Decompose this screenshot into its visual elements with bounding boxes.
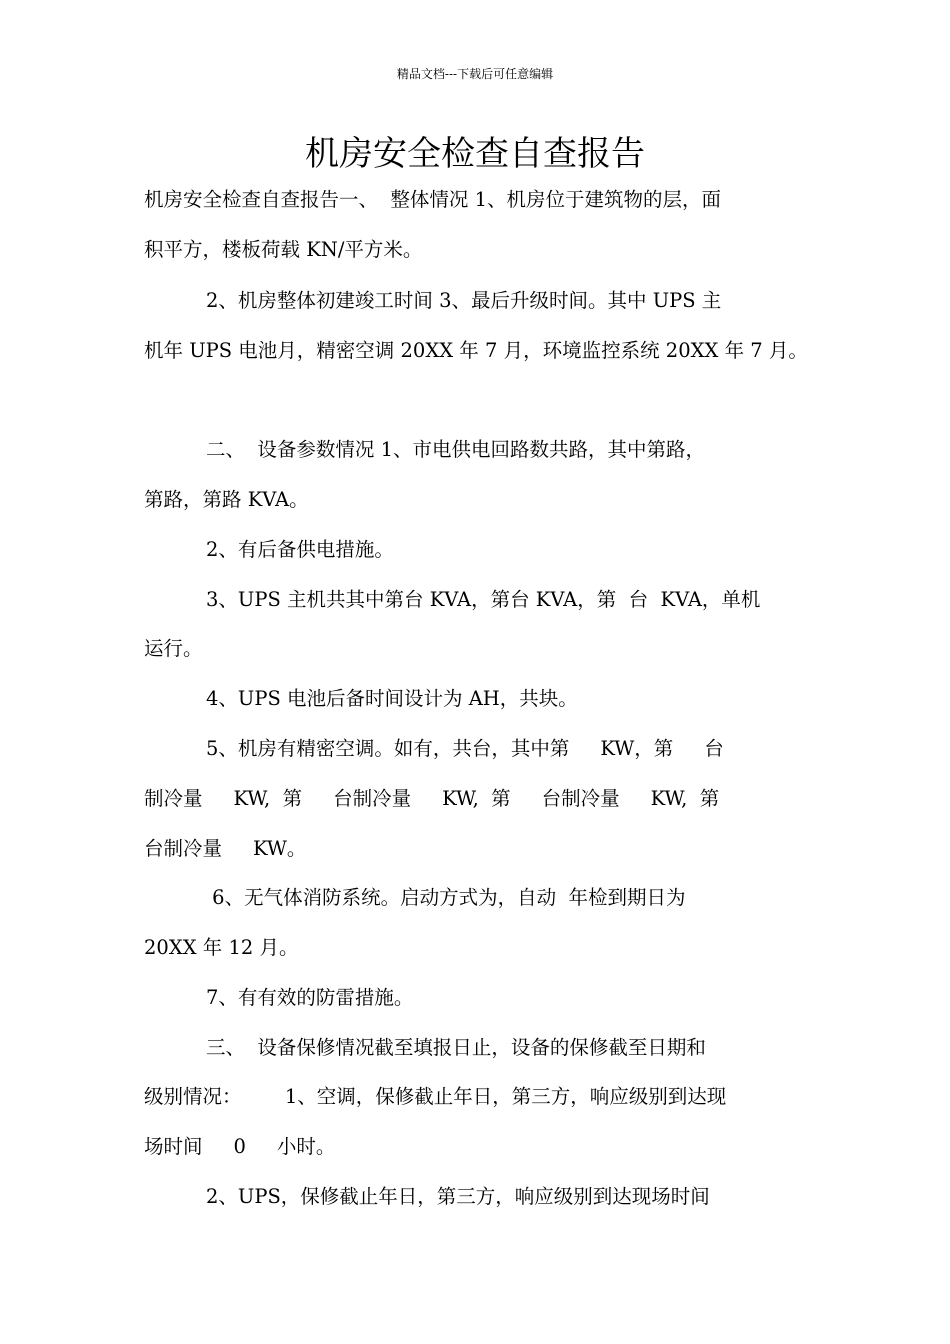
body-line: 制冷量 KW, 第 台制冷量 KW, 第 台制冷量 KW, 第 [144, 787, 720, 810]
body-line: 场时间 0 小时。 [144, 1135, 336, 1158]
body-line: 6、无气体消防系统。启动方式为，自动 年检到期日为 [144, 886, 686, 909]
body-line: 机房安全检查自查报告一、 整体情况 1、机房位于建筑物的层，面 [144, 188, 722, 211]
body-line: 级别情况： 1、空调，保修截止年日，第三方，响应级别到达现 [144, 1085, 727, 1108]
body-line: 2、UPS，保修截止年日，第三方，响应级别到达现场时间 [144, 1185, 710, 1208]
body-line: 20XX 年 12 月。 [144, 936, 299, 959]
body-line: 7、有有效的防雷措施。 [144, 986, 414, 1009]
body-line: 二、 设备参数情况 1、市电供电回路数共路，其中第路， [144, 438, 705, 461]
document-title: 机房安全检查自查报告 [305, 134, 645, 174]
body-line: 2、有后备供电措施。 [144, 538, 394, 561]
body-line: 台制冷量 KW。 [144, 837, 307, 860]
body-line: 运行。 [144, 637, 203, 660]
body-line: 第路，第路 KVA。 [144, 488, 309, 511]
body-line: 3、UPS 主机共其中第台 KVA，第台 KVA，第 台 KVA，单机 [144, 588, 761, 611]
body-line: 2、机房整体初建竣工时间 3、最后升级时间。其中 UPS 主 [144, 289, 722, 312]
body-line: 4、UPS 电池后备时间设计为 AH，共块。 [144, 687, 578, 710]
body-line: 三、 设备保修情况截至填报日止，设备的保修截至日期和 [144, 1036, 706, 1059]
body-line: 机年 UPS 电池月，精密空调 20XX 年 7 月，环境监控系统 20XX 年 7 月。 [144, 339, 808, 362]
page-header: 精品文档---下载后可任意编辑 [396, 67, 554, 81]
body-line: 5、机房有精密空调。如有，共台，其中第 KW，第 台 [144, 737, 724, 760]
body-line: 积平方，楼板荷载 KN/平方米。 [144, 238, 423, 261]
